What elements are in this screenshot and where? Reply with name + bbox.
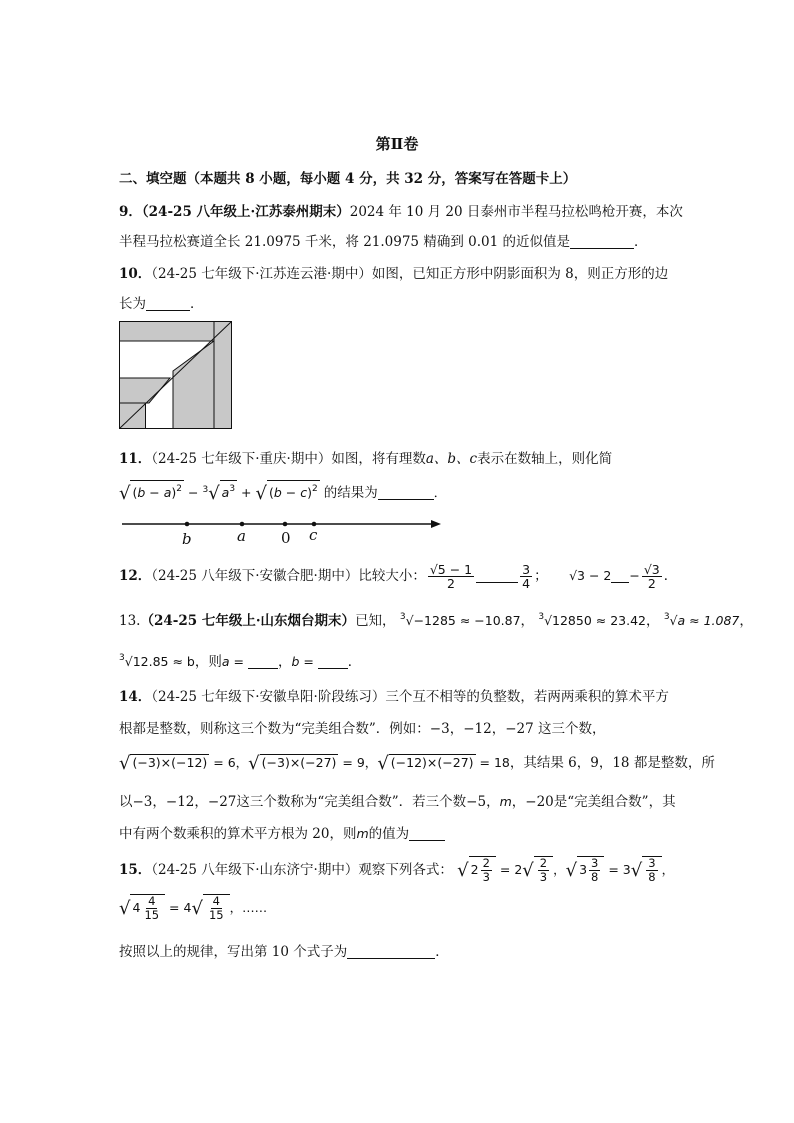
- answer-blank-b[interactable]: [318, 654, 348, 669]
- question-source: （24-25 七年级上·山东烟台期末）: [140, 613, 356, 629]
- question-number: 11: [119, 451, 138, 467]
- question-source: （24-25 七年级下·江苏连云港·期中）: [151, 266, 372, 282]
- question-14-line-5: 中有两个数乘积的算术平方根为 20，则m的值为: [119, 822, 445, 842]
- question-text: 三个互不相等的负整数，若两两乘积的算术平方: [385, 689, 669, 705]
- question-source: （24-25 八年级下·山东济宁·期中）: [151, 862, 359, 878]
- question-text: 长为: [119, 296, 146, 312]
- answer-blank[interactable]: [570, 234, 634, 249]
- question-10-line-1: 10．（24-25 七年级下·江苏连云港·期中）如图，已知正方形中阴影面积为 8，则正方形的边: [119, 266, 669, 282]
- question-10-line-2: 长为 ．: [119, 296, 204, 312]
- question-text: 半程马拉松赛道全长 21.0975 千米，将 21.0975 精确到 0.01 的近似值是: [119, 234, 570, 250]
- page-title: 第Ⅱ卷: [375, 135, 419, 153]
- point-b: [185, 522, 190, 527]
- question-number: 9: [119, 204, 129, 220]
- axis-label-0: 0: [281, 529, 291, 547]
- answer-blank[interactable]: [611, 568, 629, 583]
- question-source: （24-25 七年级下·安徽阜阳·阶段练习）: [151, 689, 386, 705]
- answer-blank[interactable]: [347, 944, 435, 959]
- question-12-line: 12．（24-25 八年级下·安徽合肥·期中）比较大小： $\frac{√5 - 1}{2}$ $\frac{3}{4}$ ； √3 − 2 − $\frac{√3}{2}$ ．: [119, 562, 678, 591]
- axis-label-a: a: [237, 527, 246, 545]
- question-text: 表示在数轴上，则化简: [477, 451, 613, 467]
- question-13-line-1: 13.（24-25 七年级上·山东烟台期末）已知， $^3$√−1285 ≈ −10.87， $^3$√12850 ≈ 23.42， $^3$√a ≈ 1.087，: [119, 612, 753, 629]
- question-15-line-2: √ 4 $\frac{4}{15}$ = 4√ $\frac{4}{15}$ ，……: [119, 894, 268, 922]
- answer-blank[interactable]: [409, 826, 445, 841]
- question-text: 观察下列各式：: [358, 862, 453, 878]
- question-source: （24-25 七年级下·重庆·期中）: [151, 451, 332, 467]
- question-text: 比较大小：: [358, 568, 426, 584]
- point-a: [240, 522, 245, 527]
- axis-label-c: c: [309, 526, 318, 544]
- question-number: 12: [119, 568, 138, 584]
- question-number: 14: [119, 689, 138, 705]
- question-text: 如图，将有理数: [331, 451, 426, 467]
- square-shading-figure: [119, 321, 232, 429]
- axis-label-b: b: [182, 530, 192, 548]
- question-15-line-1: 15．（24-25 八年级下·山东济宁·期中）观察下列各式： √ 2 $\frac{2}{3}$ = 2√ $\frac{2}{3}$ ，√ 3 $\frac{3}{8}$ = 3√ $\frac{3}{8}$ ，: [119, 856, 675, 884]
- answer-blank[interactable]: [476, 568, 518, 583]
- answer-blank[interactable]: [146, 296, 190, 311]
- question-9-line-1: 9．（24-25 八年级上·江苏泰州期末）2024 年 10 月 20 日泰州市半程马拉松鸣枪开赛，本次: [119, 204, 683, 220]
- question-number: 10: [119, 266, 138, 282]
- question-text: 已知，: [355, 613, 396, 629]
- question-11-expression: √ $(b - a)^2 - ^3√$ $a^3$ + √ $(b - c)^2$ 的结果为 ．: [119, 480, 446, 504]
- question-14-line-2: 根都是整数，则称这三个数为“完美组合数”．例如：−3，−12，−27 这三个数，: [119, 721, 606, 737]
- question-9-line-2: 半程马拉松赛道全长 21.0975 千米，将 21.0975 精确到 0.01 的近似值是 ．: [119, 234, 648, 250]
- section-heading: 二、填空题（本题共 8 小题，每小题 4 分，共 32 分，答案写在答题卡上）: [119, 171, 577, 187]
- question-14-line-3: √ (−3)×(−12) = 6，√ (−3)×(−27) = 9，√ (−12)×(−27) = 18，其结果 6，9，18 都是整数，所: [119, 753, 715, 774]
- question-source: （24-25 八年级上·江苏泰州期末）: [141, 204, 350, 220]
- question-13-line-2: $^3$√12.85 ≈ b，则a = ，b = ．: [119, 653, 362, 670]
- question-14-line-4: 以−3，−12，−27这三个数称为“完美组合数”．若三个数−5，m，−20是“完美组合数”，其: [119, 794, 676, 810]
- question-number: 15: [119, 862, 138, 878]
- question-text: 如图，已知正方形中阴影面积为 8，则正方形的边: [371, 266, 669, 282]
- point-0: [283, 522, 288, 527]
- question-source: （24-25 八年级下·安徽合肥·期中）: [151, 568, 359, 584]
- question-number: 13.: [119, 613, 141, 629]
- question-11-line-1: 11．（24-25 七年级下·重庆·期中）如图，将有理数a、b、c表示在数轴上，则化简: [119, 451, 613, 467]
- question-text: 2024 年 10 月 20 日泰州市半程马拉松鸣枪开赛，本次: [349, 204, 683, 220]
- answer-blank-a[interactable]: [248, 654, 278, 669]
- question-15-line-3: 按照以上的规律，写出第 10 个式子为 ．: [119, 944, 449, 960]
- question-14-line-1: 14．（24-25 七年级下·安徽阜阳·阶段练习）三个互不相等的负整数，若两两乘积的算术平方: [119, 689, 669, 705]
- question-text: 的结果为: [323, 485, 378, 501]
- variables: a、b、c: [425, 451, 478, 467]
- answer-blank[interactable]: [378, 485, 434, 500]
